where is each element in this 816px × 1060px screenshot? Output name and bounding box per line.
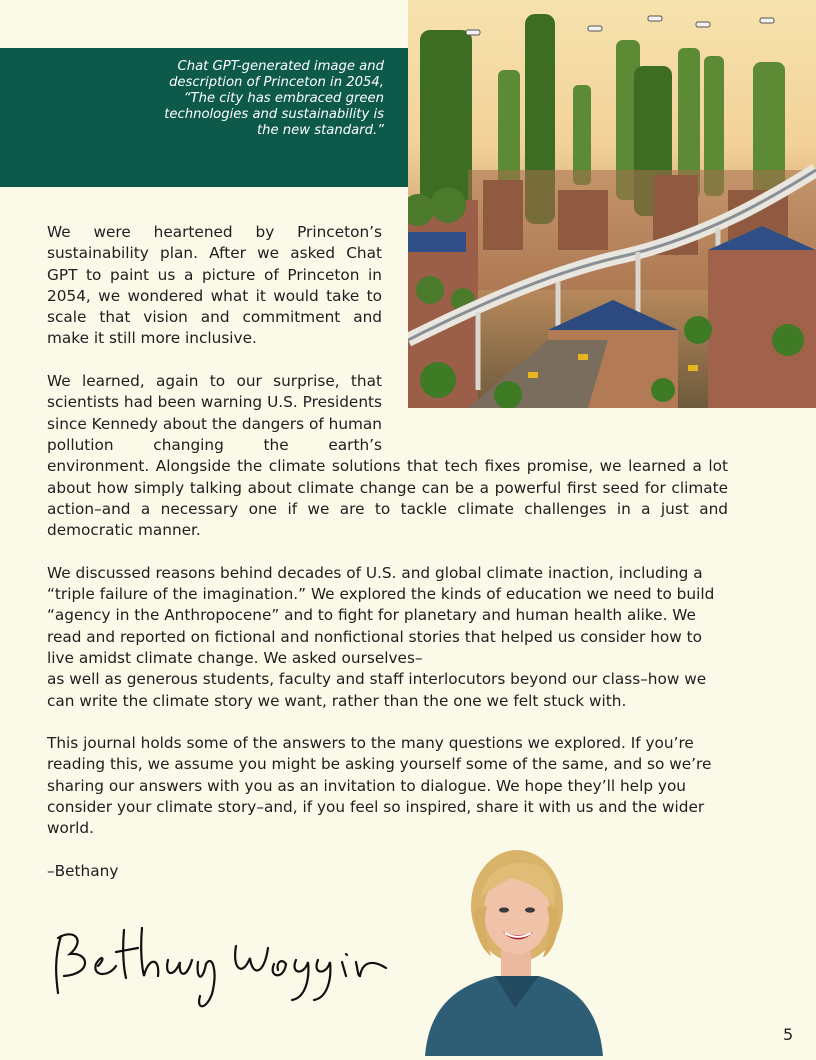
paragraph-5: This journal holds some of the answers to the many questions we explored. If you’re reading this, we assume you might be asking yourself some of the same, and so we’re sharing our answers with you as an invitation to dialogue. We hope they’ll help you consider your climate story–and, if you feel so inspired, share it with us and the wider world. (47, 734, 712, 838)
paragraph-1: We were heartened by Princeton’s sustainability plan. After we asked Chat GPT to paint us a picture of Princeton in 2054, we wondered what it would take to scale that vision and commitment and make it still more inclusive. (47, 223, 382, 348)
signature (46, 918, 396, 1013)
paragraph-3: We discussed reasons behind decades of U.S. and global climate inaction, including a “triple failure of the imagination.” We explored the kinds of education we need to build “agency in the Anthropocene” and to fight for planetary and human health alike. We read and reported on fictional and nonfictional stories that helped us consider how to live amidst climate change. We asked ourselves– (47, 563, 715, 667)
caption-band (0, 48, 408, 187)
page-number: 5 (783, 1025, 794, 1044)
article-body (47, 222, 728, 904)
author-portrait (415, 848, 607, 1056)
signature-icon (46, 918, 396, 1013)
paragraph-2: We learned, again to our surprise, that scientists had been warning U.S. Presidents since Kennedy about the dangers of human pollution changing the earth’s environment. Alongside the climate solutions that tech fixes promise, we learned a lot about how simply talking about climate change can be a powerful first seed for climate action–and a necessary one if we are to tackle climate challenges in a just and democratic manner. (47, 372, 728, 540)
image-float-spacer (382, 222, 728, 454)
paragraph-4: as well as generous students, faculty and staff interlocutors beyond our class–how we can write the climate story we want, rather than the one we felt stuck with. (47, 670, 707, 710)
portrait-icon (415, 848, 607, 1056)
image-caption: Chat GPT-generated image and description of Princeton in 2054, “The city has embraced green technologies and sustainability is the new standard.” (164, 59, 384, 138)
signoff: –Bethany (47, 861, 119, 880)
